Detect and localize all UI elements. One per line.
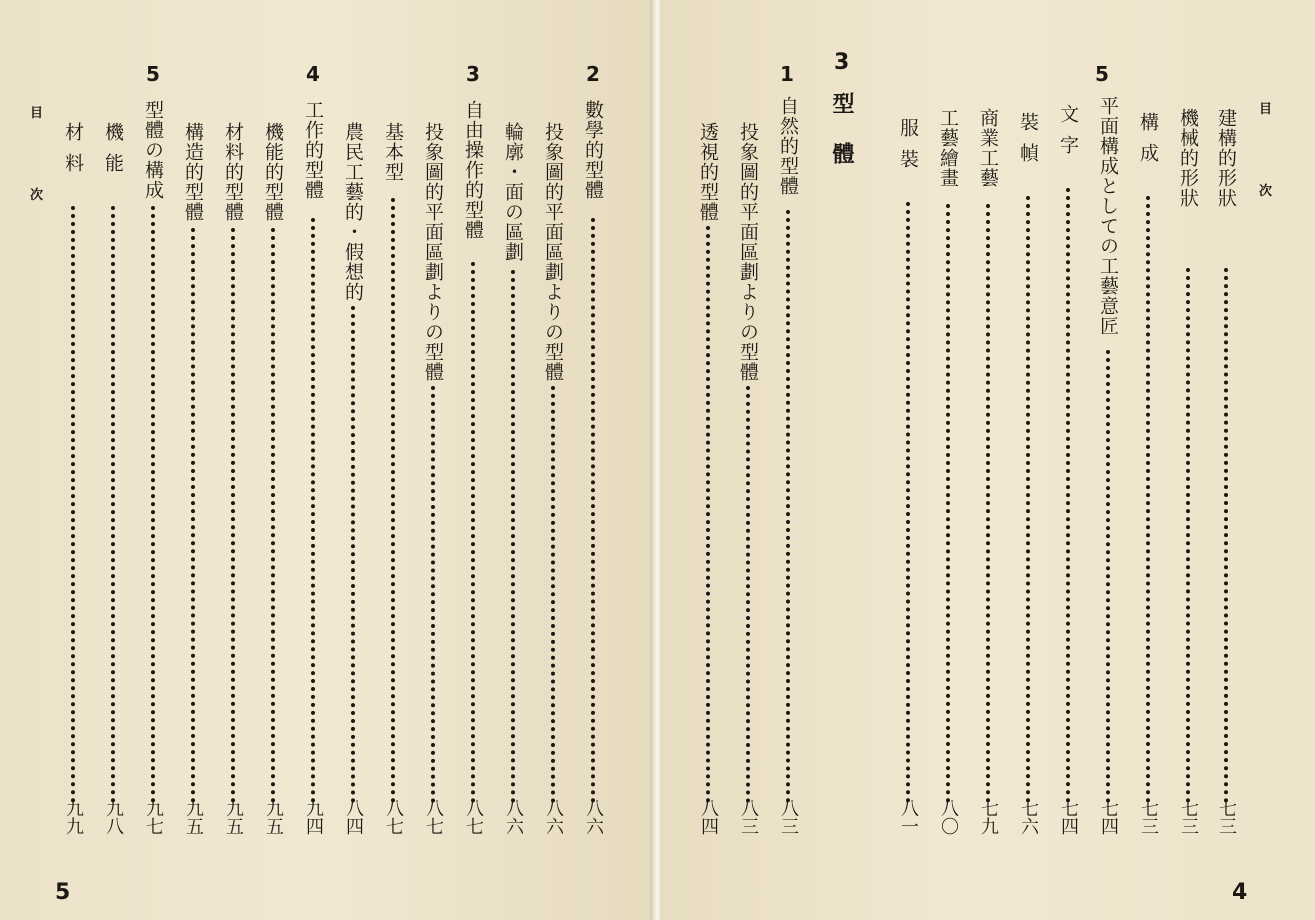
toc-entry-title: 材料的型體 [222,122,244,222]
running-head-top: 目 [1259,102,1273,117]
toc-entry-page: 九五 [183,799,204,835]
toc-entry-title: 基本型 [382,122,404,182]
toc-entry-title: 裝幀 [1017,112,1039,174]
toc-entry-title: 投象圖的平面區劃よりの型體 [542,122,564,382]
leader-dots [906,202,910,803]
toc-entry-page: 九五 [263,799,284,835]
running-head-top: 目 [30,106,44,121]
leader-dots [351,306,355,803]
section-number: 4 [306,62,320,86]
toc-entry-title: 商業工藝 [977,108,999,188]
section-number: 1 [780,62,794,86]
toc-entry [97,122,129,835]
chapter-title: 型體 [829,92,855,192]
toc-entry [537,122,569,835]
section-number: 5 [1095,62,1109,86]
toc-entry-title: 工作的型體 [302,100,324,200]
toc-entry-page: 八七 [383,799,404,835]
leader-dots [986,204,990,803]
toc-entry [1172,108,1204,835]
toc-entry-title: 輪廓・面の區劃 [502,122,524,262]
toc-entry-page: 八六 [583,799,604,835]
toc-entry-page: 九四 [303,799,324,835]
page-folio: 5 [55,880,71,905]
leader-dots [111,206,115,803]
leader-dots [1026,196,1030,803]
toc-entry-page: 八一 [898,799,919,835]
leader-dots [271,228,275,803]
section-number: 5 [146,62,160,86]
toc-entry-page: 七三 [1216,799,1237,835]
toc-entry [377,122,409,835]
toc-entry-page: 八六 [503,799,524,835]
toc-entry [217,122,249,835]
toc-entry-page: 七四 [1098,799,1119,835]
toc-entry [497,122,529,835]
right-page [662,0,1315,920]
toc-entry [257,122,289,835]
toc-entry-page: 八三 [738,799,759,835]
toc-entry-title: 自由操作的型體 [462,100,484,240]
toc-entry-title: 農民工藝的・假想的 [342,122,364,302]
leader-dots [706,226,710,803]
left-page [0,0,652,920]
leader-dots [511,270,515,803]
toc-entry-page: 九七 [143,799,164,835]
toc-entry-page: 九五 [223,799,244,835]
leader-dots [431,386,435,803]
toc-entry [457,100,489,835]
leader-dots [471,262,475,803]
leader-dots [191,228,195,803]
toc-entry [1012,112,1044,835]
toc-entry [177,122,209,835]
toc-entry-title: 自然的型體 [777,96,799,196]
toc-entry-title: 服裝 [897,118,919,180]
toc-entry [732,122,764,835]
toc-entry [57,122,89,835]
toc-entry-page: 九九 [63,799,84,835]
toc-entry-page: 七四 [1058,799,1079,835]
running-head-bottom: 次 [30,188,44,203]
leader-dots [551,386,555,803]
toc-entry-title: 投象圖的平面區劃よりの型體 [422,122,444,382]
toc-entry-title: 機能的型體 [262,122,284,222]
leader-dots [311,218,315,803]
section-number: 3 [466,62,480,86]
toc-entry [1092,96,1124,835]
leader-dots [391,198,395,803]
toc-entry-title: 機能 [102,122,124,184]
leader-dots [746,386,750,803]
running-head-bottom: 次 [1259,184,1273,199]
toc-entry [297,100,329,835]
toc-entry-title: 透視的型體 [697,122,719,222]
toc-entry [1132,112,1164,835]
toc-entry-page: 九八 [103,799,124,835]
toc-entry-page: 七九 [978,799,999,835]
leader-dots [71,206,75,803]
toc-entry-page: 八六 [543,799,564,835]
leader-dots [786,210,790,803]
toc-entry [972,108,1004,835]
leader-dots [1066,188,1070,803]
leader-dots [591,218,595,803]
toc-entry [892,118,924,835]
toc-entry [337,122,369,835]
leader-dots [1146,196,1150,803]
toc-entry-title: 型體の構成 [142,100,164,200]
leader-dots [1106,350,1110,803]
leader-dots [231,228,235,803]
toc-entry [577,100,609,835]
toc-entry [1052,104,1084,835]
leader-dots [1224,268,1228,803]
section-number: 2 [586,62,600,86]
toc-entry-title: 工藝繪畫 [937,108,959,188]
toc-entry-page: 七六 [1018,799,1039,835]
leader-dots [1186,268,1190,803]
toc-entry-page: 八七 [463,799,484,835]
toc-entry-title: 構造的型體 [182,122,204,222]
toc-entry-title: 平面構成としての工藝意匠 [1097,96,1119,336]
toc-entry-title: 材料 [62,122,84,184]
leader-dots [946,204,950,803]
toc-entry [417,122,449,835]
toc-entry [137,100,169,835]
toc-entry-page: 八七 [423,799,444,835]
toc-entry-title: 投象圖的平面區劃よりの型體 [737,122,759,382]
toc-entry [932,108,964,835]
leader-dots [151,206,155,803]
toc-entry-page: 八四 [698,799,719,835]
toc-entry-page: 八四 [343,799,364,835]
toc-entry-title: 建構的形狀 [1215,108,1237,208]
toc-entry-title: 數學的型體 [582,100,604,200]
toc-entry [772,96,804,835]
chapter-number: 3 [834,50,850,75]
toc-entry-page: 七三 [1178,799,1199,835]
toc-entry-title: 構成 [1137,112,1159,174]
page-folio: 4 [1232,880,1248,905]
toc-entry [1210,108,1242,835]
toc-entry-page: 八三 [778,799,799,835]
toc-entry [692,122,724,835]
toc-entry-title: 機械的形狀 [1177,108,1199,208]
toc-entry-title: 文字 [1057,104,1079,166]
toc-entry-page: 八〇 [938,799,959,835]
toc-entry-page: 七三 [1138,799,1159,835]
